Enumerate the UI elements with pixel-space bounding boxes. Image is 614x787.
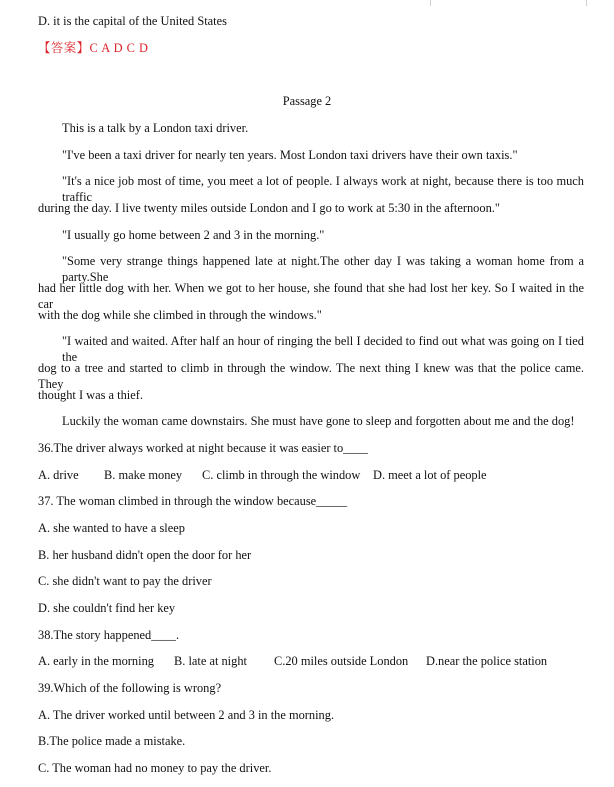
paragraph-line: with the dog while she climbed in through the windows."	[38, 308, 322, 322]
paragraph-line: "I waited and waited. After half an hour of ringing the bell I decided to find out what was going on I tied the	[62, 334, 584, 364]
paragraph-line: "It's a nice job most of time, you meet a lot of people. I always work at night, because there is too much traffic	[62, 174, 584, 204]
paragraph-line: "I usually go home between 2 and 3 in the morning."	[62, 228, 325, 242]
option-c: C.20 miles outside London	[274, 654, 409, 668]
option-c: C. The woman had no money to pay the driver.	[38, 761, 272, 775]
option-b: B. late at night	[174, 654, 247, 668]
margin-mark	[586, 0, 587, 6]
answer-key: 【答案】C A D C D	[38, 41, 149, 55]
option-c: C. she didn't want to pay the driver	[38, 574, 212, 588]
question-38-options	[38, 653, 584, 669]
paragraph-line: "Some very strange things happened late at night.The other day I was taking a woman home from a party.She	[62, 254, 584, 284]
option-d: D. she couldn't find her key	[38, 601, 176, 615]
passage-title: Passage 2	[282, 94, 332, 108]
option-d: D.near the police station	[426, 654, 548, 668]
question-36-stem: 36.The driver always worked at night because it was easier to____	[38, 441, 368, 455]
option-c: C. climb in through the window	[202, 468, 361, 482]
paragraph-line: dog to a tree and started to climb in through the window. The next thing I knew was that the police came. They	[38, 361, 584, 391]
question-39-stem: 39.Which of the following is wrong?	[38, 681, 222, 695]
question-37-stem: 37. The woman climbed in through the window because_____	[38, 494, 348, 508]
option-a: A. early in the morning	[38, 654, 154, 668]
paragraph-line: Luckily the woman came downstairs. She must have gone to sleep and forgotten about me and the dog!	[62, 414, 575, 428]
question-38-stem: 38.The story happened____.	[38, 628, 180, 642]
paragraph-line: thought I was a thief.	[38, 388, 143, 402]
option-a: A. drive	[38, 468, 79, 482]
option-a: A. The driver worked until between 2 and 3 in the morning.	[38, 708, 335, 722]
paragraph-line: during the day. I live twenty miles outside London and I go to work at 5:30 in the afternoon."	[38, 201, 500, 215]
option-a: A. she wanted to have a sleep	[38, 521, 185, 535]
margin-mark	[430, 0, 431, 6]
option-b: B. her husband didn't open the door for her	[38, 548, 252, 562]
paragraph-line: had her little dog with her. When we got to her house, she found that she had lost her key. So I waited in the car	[38, 281, 584, 311]
paragraph-line: "I've been a taxi driver for nearly ten years. Most London taxi drivers have their own taxis."	[62, 148, 518, 162]
option-d: D. meet a lot of people	[373, 468, 487, 482]
option-b: B.The police made a mistake.	[38, 734, 186, 748]
option-b: B. make money	[104, 468, 183, 482]
previous-option-d: D. it is the capital of the United States	[38, 14, 227, 28]
paragraph-line: This is a talk by a London taxi driver.	[62, 121, 249, 135]
question-36-options	[38, 467, 584, 483]
